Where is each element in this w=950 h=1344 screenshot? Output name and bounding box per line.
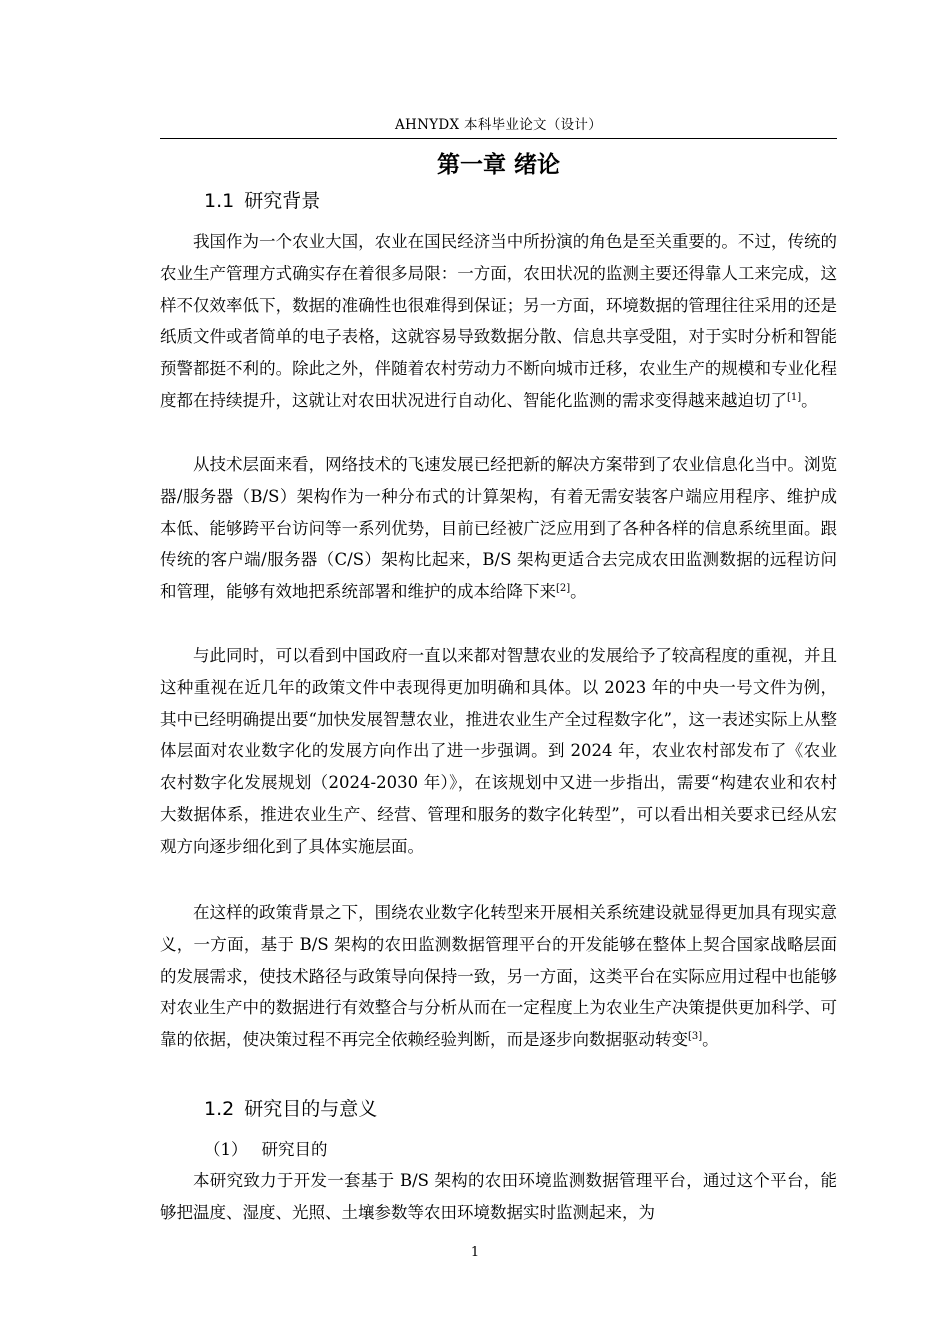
- running-header: AHNYDX 本科毕业论文（设计）: [394, 117, 603, 133]
- paragraph-text: 我国作为一个农业大国，农业在国民经济当中所扮演的角色是至关重要的。不过，传统的农业生产管理方式确实存在着很多局限：一方面，农田状况的监测主要还得靠人工来完成，这样不仅效率低下，数据的准确性也很难得到保证；另一方面，环境数据的管理往往采用的还是纸质文件或者简单的电子表格，这就容易导致数据分散、信息共享受阻，对于实时分析和智能预警都挺不利的。除此之外，伴随着农村劳动力不断向城市迁移，农业生产的规模和专业化程度都在持续提升，这就让对农田状况进行自动化、智能化监测的需求变得越来越迫切了: [160, 232, 837, 410]
- paragraph: [160, 449, 837, 608]
- section-title: 研究背景: [244, 190, 321, 212]
- section-number: 1.1: [204, 190, 235, 212]
- section-heading-1-2: [204, 1094, 377, 1124]
- paragraph: [160, 897, 837, 1056]
- paragraph-text: 与此同时，可以看到中国政府一直以来都对智慧农业的发展给予了较高程度的重视，并且这种重视在近几年的政策文件中表现得更加明确和具体。以 2023 年的中央一号文件为例，其中已经明确提出要“加快发展智慧农业，推进农业生产全过程数字化”，这一表述实际上从整体层面对农业数字化的发展方向作出了进一步强调。到 2024 年，农业农村部发布了《农业农村数字化发展规划（2024-2030 年）》，在该规划中又进一步指出，需要“构建农业和农村大数据体系，推进农业生产、经营、管理和服务的数字化转型”，可以看出相关要求已经从宏观方向逐步细化到了具体实施层面。: [160, 646, 837, 856]
- paragraph-text: 本研究致力于开发一套基于 B/S 架构的农田环境监测数据管理平台，通过这个平台，能够把温度、湿度、光照、土壤参数等农田环境数据实时监测起来，为: [160, 1171, 837, 1222]
- citation: [1]: [787, 391, 802, 403]
- subsection-title: 研究目的: [261, 1140, 328, 1159]
- paragraph-end: 。: [801, 390, 818, 410]
- citation: [3]: [688, 1031, 703, 1043]
- paragraph-text: 从技术层面来看，网络技术的飞速发展已经把新的解决方案带到了农业信息化当中。浏览器/服务器（B/S）架构作为一种分布式的计算架构，有着无需安装客户端应用程序、维护成本低、能够跨平台访问等一系列优势，目前已经被广泛应用到了各种各样的信息系统里面。跟传统的客户端/服务器（C/S）架构比起来，B/S 架构更适合去完成农田监测数据的远程访问和管理，能够有效地把系统部署和维护的成本给降下来: [160, 455, 837, 602]
- citation: [2]: [556, 583, 571, 595]
- section-heading-1-1: [204, 186, 320, 216]
- paragraph: [160, 1165, 837, 1229]
- section-title: 研究目的与意义: [244, 1098, 378, 1120]
- page-number: 1: [470, 1245, 480, 1260]
- paragraph-end: 。: [702, 1030, 719, 1050]
- chapter-title: 第一章 绪论: [436, 152, 560, 178]
- paragraph: [160, 226, 837, 417]
- header-divider: [160, 138, 837, 139]
- paragraph-text: 在这样的政策背景之下，围绕农业数字化转型来开展相关系统建设就显得更加具有现实意义，一方面，基于 B/S 架构的农田监测数据管理平台的开发能够在整体上契合国家战略层面的发展需求，使技术路径与政策导向保持一致，另一方面，这类平台在实际应用过程中也能够对农业生产中的数据进行有效整合与分析从而在一定程度上为农业生产决策提供更加科学、可靠的依据，使决策过程不再完全依赖经验判断，而是逐步向数据驱动转变: [160, 903, 837, 1050]
- paragraph: [160, 640, 837, 863]
- paragraph-end: 。: [570, 582, 587, 602]
- subsection-label: （1）: [204, 1140, 248, 1159]
- subsection-heading: [204, 1135, 328, 1165]
- section-number: 1.2: [204, 1098, 235, 1120]
